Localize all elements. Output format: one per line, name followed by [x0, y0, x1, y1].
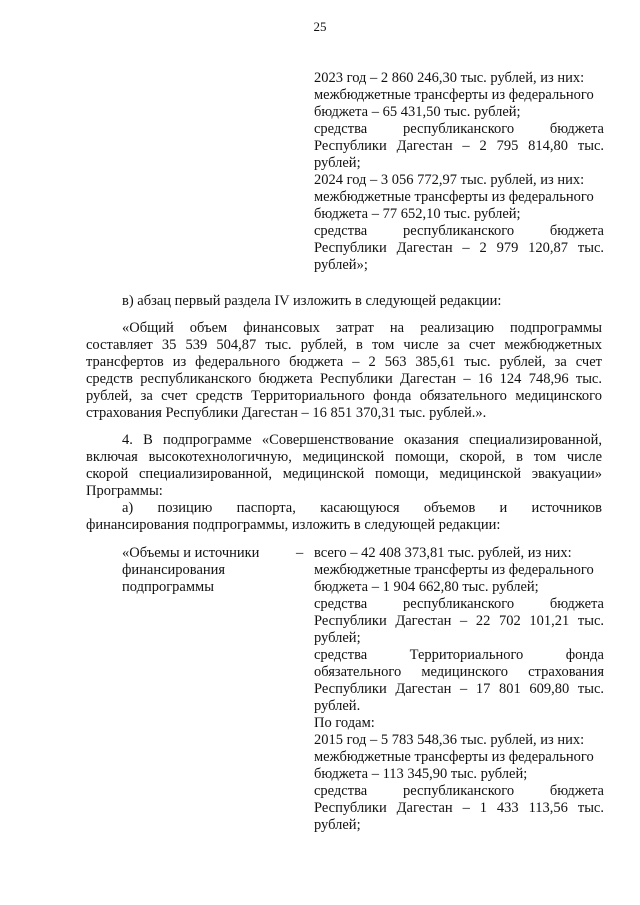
funding-continuation-line: Республики Дагестан – 2 795 814,80 тыс.: [314, 138, 604, 154]
section-4-line: скорой специализированной, медицинской помощи, медицинской эвакуации»: [86, 466, 602, 482]
funding-continuation-line: Республики Дагестан – 2 979 120,87 тыс.: [314, 240, 604, 256]
total-funding-line: рублей, за счет средств Территориального фонда обязательного медицинского: [86, 388, 602, 404]
passport-funding-line: межбюджетные трансферты из федерального: [314, 749, 594, 765]
passport-funding-values: [314, 545, 604, 834]
funding-continuation-line: средства республиканского бюджета: [314, 121, 604, 137]
passport-label-line: финансирования: [122, 562, 226, 578]
passport-funding-line: всего – 42 408 373,81 тыс. рублей, из них:: [314, 545, 572, 561]
passport-funding-line: Республики Дагестан – 22 702 101,21 тыс.: [314, 613, 604, 629]
passport-funding-line: По годам:: [314, 715, 375, 731]
total-funding-line: средств республиканского бюджета Республики Дагестан – 16 124 748,96 тыс.: [86, 371, 602, 387]
total-funding-paragraph: [86, 320, 602, 422]
section-4-paragraph: [86, 432, 602, 534]
section-4-line: а) позицию паспорта, касающуюся объемов и источников: [122, 500, 602, 516]
total-funding-line: страхования Республики Дагестан – 16 851 370,31 тыс. рублей.».: [86, 405, 487, 421]
funding-continuation-line: бюджета – 77 652,10 тыс. рублей;: [314, 206, 521, 222]
section-4-line: 4. В подпрограмме «Совершенствование оказания специализированной,: [122, 432, 602, 448]
passport-label-line: «Объемы и источники: [122, 545, 260, 561]
passport-funding-line: средства республиканского бюджета: [314, 596, 604, 612]
passport-funding-line: рублей;: [314, 817, 361, 833]
section-4-line: включая высокотехнологичную, медицинской помощи, скорой, в том числе: [86, 449, 602, 465]
passport-label-line: подпрограммы: [122, 579, 214, 595]
passport-position-label: [122, 545, 282, 596]
total-funding-line: трансфертов из федерального бюджета – 2 563 385,61 тыс. рублей, за счет: [86, 354, 602, 370]
total-funding-line: «Общий объем финансовых затрат на реализацию подпрограммы: [122, 320, 602, 336]
item-v-heading: в) абзац первый раздела IV изложить в следующей редакции:: [122, 293, 502, 309]
funding-continuation-line: рублей;: [314, 155, 361, 171]
passport-funding-line: средства республиканского бюджета: [314, 783, 604, 799]
passport-funding-line: бюджета – 113 345,90 тыс. рублей;: [314, 766, 528, 782]
passport-funding-line: рублей;: [314, 630, 361, 646]
page-number: 25: [313, 19, 327, 34]
passport-funding-line: межбюджетные трансферты из федерального: [314, 562, 594, 578]
funding-continuation-line: бюджета – 65 431,50 тыс. рублей;: [314, 104, 521, 120]
section-4-line: Программы:: [86, 483, 163, 499]
funding-continuation-line: межбюджетные трансферты из федерального: [314, 87, 594, 103]
funding-continuation-line: 2023 год – 2 860 246,30 тыс. рублей, из них:: [314, 70, 585, 86]
funding-continuation-line: межбюджетные трансферты из федерального: [314, 189, 594, 205]
funding-continuation-line: 2024 год – 3 056 772,97 тыс. рублей, из них:: [314, 172, 585, 188]
passport-funding-line: рублей.: [314, 698, 361, 714]
passport-funding-line: 2015 год – 5 783 548,36 тыс. рублей, из них:: [314, 732, 585, 748]
total-funding-line: составляет 35 539 504,87 тыс. рублей, в том числе за счет межбюджетных: [86, 337, 602, 353]
funding-continuation-block: [314, 70, 604, 274]
funding-continuation-line: рублей»;: [314, 257, 368, 273]
passport-funding-line: бюджета – 1 904 662,80 тыс. рублей;: [314, 579, 539, 595]
passport-funding-line: средства Территориального фонда: [314, 647, 604, 663]
label-dash: –: [296, 545, 304, 561]
passport-funding-line: обязательного медицинского страхования: [314, 664, 604, 680]
passport-funding-line: Республики Дагестан – 1 433 113,56 тыс.: [314, 800, 604, 816]
section-4-line: финансирования подпрограммы, изложить в следующей редакции:: [86, 517, 501, 533]
passport-funding-line: Республики Дагестан – 17 801 609,80 тыс.: [314, 681, 604, 697]
funding-continuation-line: средства республиканского бюджета: [314, 223, 604, 239]
